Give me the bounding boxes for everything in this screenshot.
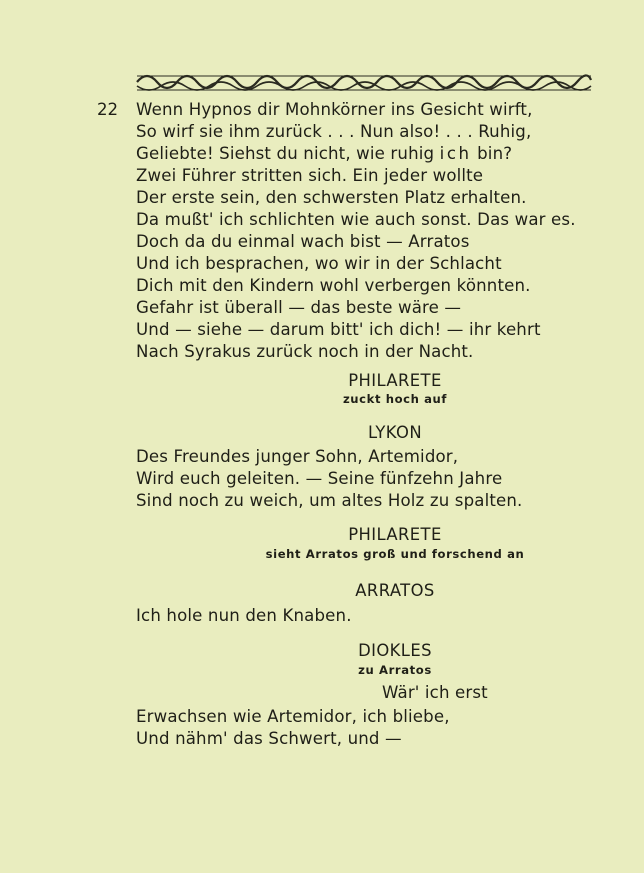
verse-line-text: Geliebte! Siehst du nicht, wie ruhig [136, 144, 435, 163]
stage-direction: zuckt hoch auf [342, 392, 448, 406]
verse-line: Und — siehe — darum bitt' ich dich! — ihr kehrt [136, 320, 541, 339]
verse-line: Da mußt' ich schlichten wie auch sonst. Das war es. [136, 210, 576, 229]
verse-line [136, 143, 512, 165]
stage-direction: sieht Arratos groß und forschend an [265, 547, 525, 561]
verse-line: Und nähm' das Schwert, und — [136, 729, 402, 748]
stage-direction: zu Arratos [358, 663, 432, 677]
verse-line: Ich hole nun den Knaben. [136, 606, 352, 625]
speaker-name: ARRATOS [355, 581, 435, 600]
speaker-name: LYKON [368, 423, 422, 442]
spaced-emphasis-word: ich [439, 144, 472, 163]
verse-line: Doch da du einmal wach bist — Arratos [136, 232, 470, 251]
verse-line: Gefahr ist überall — das beste wäre — [136, 298, 462, 317]
verse-line-tail: bin? [477, 144, 513, 163]
verse-line: Sind noch zu weich, um altes Holz zu spalten. [136, 491, 523, 510]
speaker-name: DIOKLES [358, 641, 432, 660]
speaker-name: PHILARETE [348, 371, 442, 390]
verse-line: Nach Syrakus zurück noch in der Nacht. [136, 342, 474, 361]
ornamental-border-icon [135, 72, 593, 92]
verse-line: Zwei Führer stritten sich. Ein jeder wollte [136, 166, 484, 185]
verse-line: Wird euch geleiten. — Seine fünfzehn Jahre [136, 469, 503, 488]
verse-line: Erwachsen wie Artemidor, ich bliebe, [136, 707, 450, 726]
speaker-name: PHILARETE [348, 525, 442, 544]
verse-line: Des Freundes junger Sohn, Artemidor, [136, 447, 459, 466]
verse-line: Der erste sein, den schwersten Platz erhalten. [136, 188, 527, 207]
verse-line: Dich mit den Kindern wohl verbergen könnten. [136, 276, 531, 295]
line-number: 22 [97, 100, 119, 119]
verse-line: Wenn Hypnos dir Mohnkörner ins Gesicht wirft, [136, 100, 533, 119]
verse-line: So wirf sie ihm zurück . . . Nun also! . . . Ruhig, [136, 122, 532, 141]
verse-line: Und ich besprachen, wo wir in der Schlacht [136, 254, 502, 273]
verse-line-indented: Wär' ich erst [382, 683, 488, 702]
